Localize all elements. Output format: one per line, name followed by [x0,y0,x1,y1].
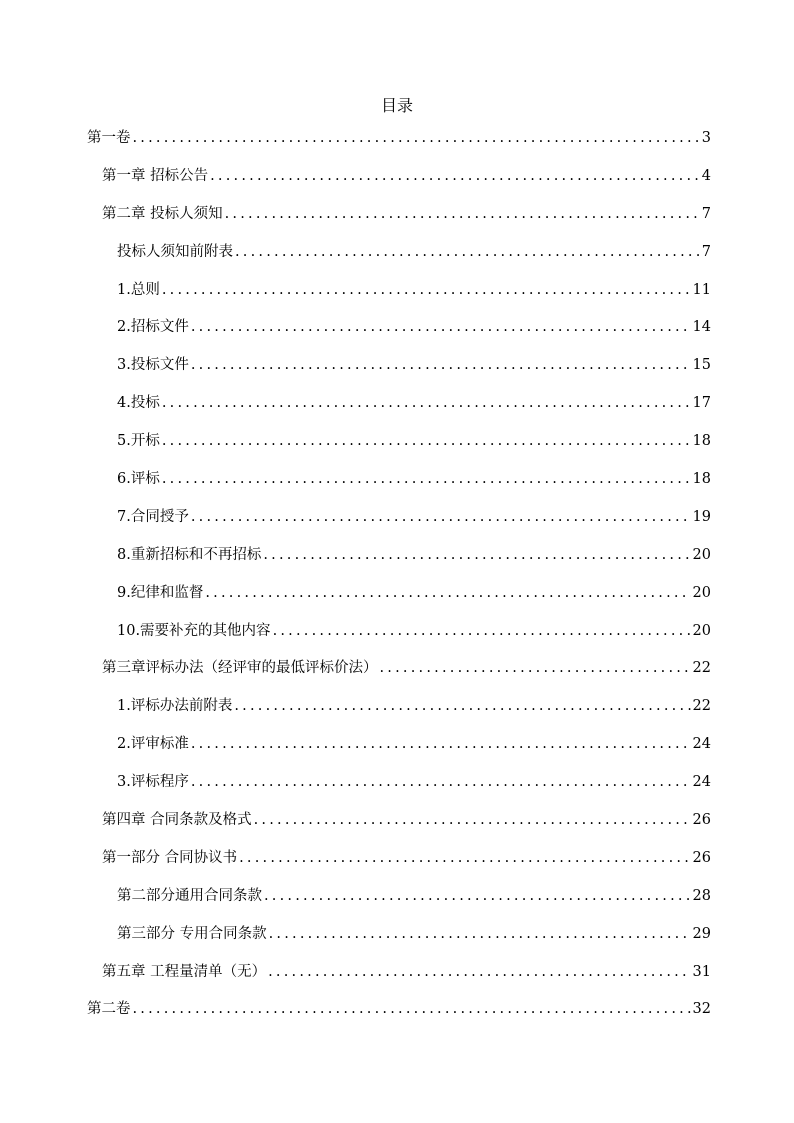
toc-entry[interactable] [117,771,711,809]
toc-entry[interactable] [117,354,711,392]
toc-entry[interactable] [117,695,711,733]
toc-leader [191,771,691,793]
toc-entry-page: 29 [692,925,711,942]
table-of-contents [0,127,794,1036]
toc-leader [162,468,691,490]
toc-entry-label: 7.合同授予 [117,508,189,525]
toc-entry[interactable] [102,961,711,999]
toc-entry-page: 7 [701,205,711,222]
toc-leader [162,392,691,414]
toc-entry[interactable] [102,165,711,203]
toc-entry-page: 18 [692,433,711,450]
toc-leader [263,544,690,566]
toc-entry-label: 第二章 投标人须知 [102,205,223,222]
toc-entry-label: 第三部分 专用合同条款 [117,925,267,942]
toc-entry-label: 第一章 招标公告 [102,167,209,184]
toc-entry-label: 第五章 工程量清单（无） [102,963,267,980]
toc-leader [191,506,691,528]
toc-entry-label: 6.评标 [117,471,160,488]
toc-entry-page: 3 [701,130,711,146]
toc-entry[interactable] [117,733,711,771]
toc-entry-label: 1.评标办法前附表 [117,698,233,715]
toc-entry-label: 2.评审标准 [117,736,189,753]
toc-entry[interactable] [117,241,711,279]
toc-entry-page: 28 [692,887,711,904]
toc-entry-page: 24 [692,774,711,791]
toc-entry-label: 第三章评标办法（经评审的最低评标价法） [102,660,378,677]
toc-leader [268,961,690,983]
toc-entry[interactable] [117,279,711,317]
toc-entry-label: 第二卷 [87,1001,131,1018]
toc-entry[interactable] [117,582,711,620]
toc-leader [269,923,691,945]
toc-entry[interactable] [102,809,711,847]
toc-entry[interactable] [87,127,711,165]
toc-entry[interactable] [117,923,711,961]
toc-entry[interactable] [102,657,711,695]
toc-leader [162,430,691,452]
toc-entry-page: 19 [692,508,711,525]
toc-entry-label: 投标人须知前附表 [117,243,233,260]
toc-leader [239,847,690,869]
toc-entry-page: 24 [692,736,711,753]
toc-entry[interactable] [117,506,711,544]
toc-leader [210,165,700,187]
toc-entry-label: 1.总则 [117,281,160,298]
toc-entry-page: 22 [692,698,711,715]
toc-leader [254,809,691,831]
toc-entry-label: 4.投标 [117,395,160,412]
toc-entry-page: 11 [692,281,711,298]
toc-leader [235,241,700,263]
toc-entry[interactable] [117,544,711,582]
toc-entry-page: 20 [692,546,711,563]
toc-entry-page: 20 [692,584,711,601]
toc-leader [225,203,700,225]
toc-entry-label: 2.招标文件 [117,319,189,336]
toc-leader [133,998,691,1020]
toc-leader [191,316,691,338]
toc-entry-label: 第二部分通用合同条款 [117,887,262,904]
toc-entry[interactable] [117,430,711,468]
toc-entry-page: 15 [692,357,711,374]
toc-leader [234,695,690,717]
toc-entry[interactable] [87,998,711,1036]
toc-entry-page: 14 [692,319,711,336]
toc-entry-page: 17 [692,395,711,412]
toc-leader [191,354,691,376]
toc-entry-page: 26 [692,812,711,829]
toc-leader [264,885,691,907]
toc-entry-label: 10.需要补充的其他内容 [117,622,271,639]
toc-entry-label: 5.开标 [117,433,160,450]
toc-entry-page: 20 [692,622,711,639]
toc-entry[interactable] [102,203,711,241]
toc-entry[interactable] [117,316,711,354]
toc-entry-label: 第四章 合同条款及格式 [102,812,252,829]
toc-entry-page: 4 [701,167,711,184]
toc-entry-label: 9.纪律和监督 [117,584,204,601]
toc-entry-page: 22 [692,660,711,677]
toc-entry-page: 7 [701,243,711,260]
toc-entry-label: 3.评标程序 [117,774,189,791]
toc-leader [133,127,700,149]
toc-entry[interactable] [117,885,711,923]
toc-leader [380,657,691,679]
toc-leader [162,279,691,301]
toc-entry-label: 3.投标文件 [117,357,189,374]
toc-entry-page: 32 [692,1001,711,1018]
toc-entry[interactable] [117,620,711,658]
page-title: 目录 [380,96,413,115]
toc-entry-label: 第一卷 [87,130,131,146]
toc-entry-page: 18 [692,471,711,488]
toc-leader [273,620,691,642]
toc-entry[interactable] [117,392,711,430]
toc-entry-label: 8.重新招标和不再招标 [117,546,262,563]
toc-entry[interactable] [102,847,711,885]
toc-leader [191,733,691,755]
toc-entry[interactable] [117,468,711,506]
toc-leader [205,582,690,604]
toc-entry-label: 第一部分 合同协议书 [102,849,238,866]
toc-entry-page: 31 [692,963,711,980]
toc-entry-page: 26 [692,849,711,866]
